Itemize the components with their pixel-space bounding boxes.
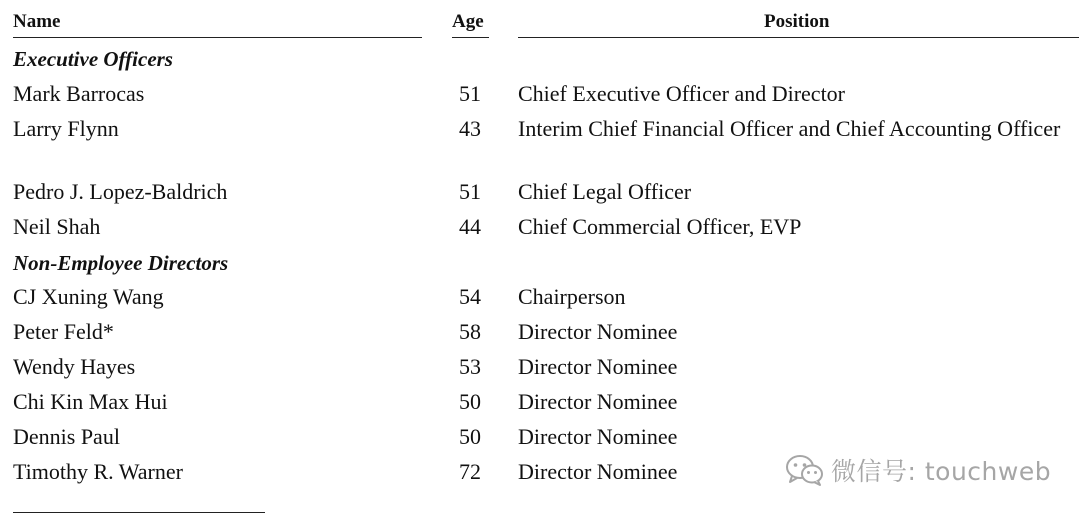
cell-position: Chief Executive Officer and Director	[518, 81, 846, 106]
cell-name: Larry Flynn	[13, 116, 119, 141]
header-rule-position	[518, 37, 1079, 38]
cell-age: 54	[459, 284, 481, 309]
cell-age: 51	[459, 81, 481, 106]
cell-name: Peter Feld*	[13, 319, 114, 344]
column-header-age: Age	[452, 11, 484, 32]
cell-name: Dennis Paul	[13, 424, 120, 449]
cell-position: Director Nominee	[518, 354, 678, 379]
cell-position: Interim Chief Financial Officer and Chief Accounting Officer	[518, 116, 1061, 141]
header-rule-name	[13, 37, 422, 38]
cell-position: Chairperson	[518, 284, 626, 309]
cell-position: Director Nominee	[518, 319, 678, 344]
cell-age: 50	[459, 389, 481, 414]
cell-name: Mark Barrocas	[13, 81, 145, 106]
watermark	[785, 452, 1051, 488]
cell-name: CJ Xuning Wang	[13, 284, 164, 309]
column-header-position: Position	[764, 11, 830, 32]
watermark-text: 微信号: touchweb	[831, 457, 1052, 486]
cell-name: Pedro J. Lopez-Baldrich	[13, 179, 228, 204]
cell-position: Chief Legal Officer	[518, 179, 692, 204]
cell-age: 53	[459, 354, 481, 379]
footnote-rule	[13, 512, 265, 513]
cell-age: 43	[459, 116, 481, 141]
cell-position: Director Nominee	[518, 389, 678, 414]
cell-age: 58	[459, 319, 481, 344]
wechat-icon	[785, 453, 825, 487]
cell-age: 50	[459, 424, 481, 449]
section-title-non-employee-directors: Non-Employee Directors	[13, 251, 229, 275]
cell-position: Chief Commercial Officer, EVP	[518, 214, 802, 239]
cell-name: Wendy Hayes	[13, 354, 136, 379]
cell-age: 51	[459, 179, 481, 204]
cell-name: Chi Kin Max Hui	[13, 389, 168, 414]
cell-position: Director Nominee	[518, 424, 678, 449]
cell-name: Timothy R. Warner	[13, 459, 183, 484]
cell-position: Director Nominee	[518, 459, 678, 484]
cell-name: Neil Shah	[13, 214, 101, 239]
header-rule-age	[452, 37, 489, 38]
section-title-executive-officers: Executive Officers	[13, 47, 173, 71]
cell-age: 44	[459, 214, 481, 239]
cell-age: 72	[459, 459, 481, 484]
column-header-name: Name	[13, 11, 61, 32]
